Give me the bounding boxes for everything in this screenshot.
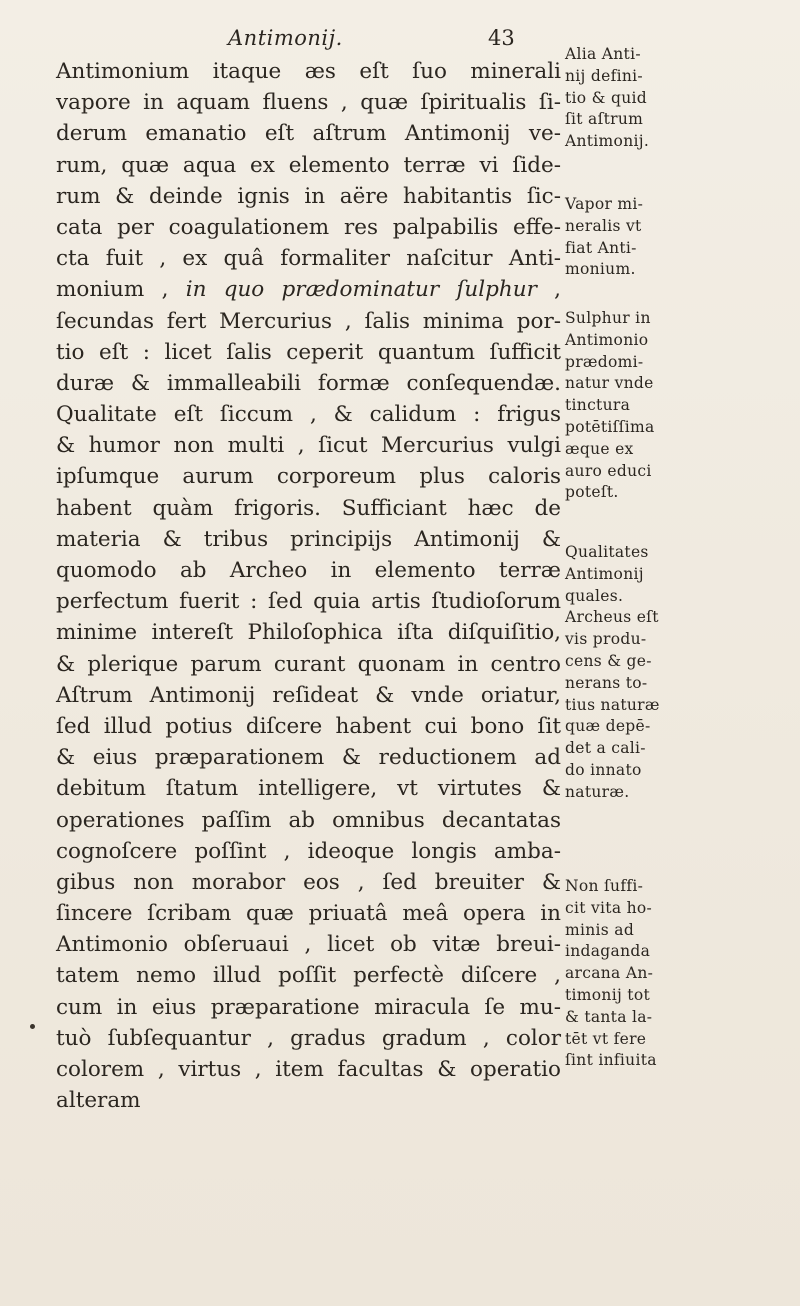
margin-note-line: monium. [565, 260, 636, 279]
margin-note-sulphur [565, 308, 793, 504]
margin-note-qualities [565, 542, 793, 804]
text-line: tio eſt : licet ſalis ceperit quantum ſufficit [56, 339, 561, 365]
text-line: Antimonium itaque æs eſt ſuo minerali [56, 59, 561, 84]
margin-note-line: Sulphur in [565, 309, 651, 327]
margin-note-line: poteſt. [565, 483, 619, 502]
margin-note-line: do innato [565, 760, 642, 779]
text-line: tatem nemo illud poſſit perfectè diſcere , [56, 963, 561, 989]
main-text-column [56, 56, 561, 1116]
margin-note-line: Archeus eſt [565, 608, 659, 627]
margin-note-line: potētiſſima [565, 417, 655, 436]
text-line: minime intereſt Philoſophica iſta diſquiſitio, [56, 620, 561, 646]
text-line: Qualitate eſt ſiccum , & calidum : frigus [56, 402, 561, 428]
margin-note-line: tēt vt fere [565, 1029, 647, 1048]
text-line: habent quàm frigoris. Sufficiant hæc de [56, 495, 561, 521]
text-line: & eius præparationem & reductionem ad [56, 745, 561, 771]
margin-note-vapor [565, 194, 793, 281]
text-line: debitum ſtatum intelligere, vt virtutes & [56, 776, 561, 802]
text-line: Antimonio obſeruaui , licet ob vitæ breui- [56, 932, 561, 958]
text-line: quomodo ab Archeo in elemento terræ [56, 558, 561, 583]
margin-note-line: æque ex [565, 439, 634, 458]
margin-note-line: ſint infiuita [565, 1051, 657, 1070]
text-line: ſincere ſcribam quæ priuatâ meâ opera in [56, 901, 561, 927]
text-line: derum emanatio eſt aſtrum Antimonij ve- [56, 121, 561, 147]
text-line: duræ & immalleabili formæ conſequendæ. [56, 370, 561, 396]
margin-note-line: ſit aſtrum [565, 110, 644, 129]
text-line: cognoſcere poſſint , ideoque longis amba- [56, 838, 561, 864]
margin-note-line: neralis vt [565, 216, 642, 235]
margin-note-line: Qualitates [565, 543, 649, 561]
margin-note-line: Antimonio [565, 330, 649, 349]
running-title: Antimonij. [228, 26, 343, 50]
text-line: perfectum fuerit : ſed quia artis ſtudioſorum [56, 589, 561, 615]
margin-note-line: natur vnde [565, 374, 654, 393]
text-line: monium , in quo prædominatur ſulphur , [56, 277, 561, 303]
margin-note-line: nerans to- [565, 673, 648, 692]
text-line: vapore in aquam fluens , quæ ſpiritualis ſi- [56, 90, 561, 116]
text-line: tuò ſubſequantur , gradus gradum , color [56, 1025, 561, 1051]
margin-note-line: Antimonij [565, 564, 644, 583]
margin-note-life [565, 876, 793, 1072]
text-line: operationes paſſim ab omnibus decantatas [56, 807, 561, 833]
margin-note-line: tius naturæ [565, 695, 660, 714]
text-line: gibus non morabor eos , ſed breuiter & [56, 869, 561, 895]
text-line: cum in eius præparatione miracula ſe mu- [56, 994, 561, 1020]
page-number: 43 [488, 26, 515, 50]
text-line: alteram [56, 1088, 141, 1114]
text-line: materia & tribus principijs Antimonij & [56, 526, 561, 552]
margin-note-line: auro educi [565, 461, 652, 480]
margin-note-definition [565, 44, 793, 153]
text-line: ſecundas fert Mercurius , ſalis minima por- [56, 308, 561, 334]
margin-note-line: cens & ge- [565, 651, 652, 670]
text-line: & humor non multi , ſicut Mercurius vulgi [56, 433, 561, 459]
text-line: & plerique parum curant quonam in centro [56, 651, 561, 677]
margin-note-line: nij defini- [565, 66, 643, 85]
margin-note-line: tio & quid [565, 88, 647, 107]
margin-note-line: cit vita ho- [565, 898, 653, 917]
text-line: rum, quæ aqua ex elemento terræ vi ſide- [56, 152, 561, 178]
margin-note-line: fiat Anti- [565, 238, 637, 257]
margin-note-line: & tanta la- [565, 1007, 653, 1026]
margin-note-line: quæ depē- [565, 717, 651, 736]
text-line: ſed illud potius diſcere habent cui bono ſit [56, 713, 561, 739]
margin-note-line: timonij tot [565, 985, 650, 1004]
text-line: rum & deinde ignis in aëre habitantis ſic- [56, 183, 561, 209]
margin-note-line: Alia Anti- [565, 45, 641, 63]
margin-note-line: minis ad [565, 920, 635, 939]
ink-speck [30, 1024, 35, 1029]
margin-note-line: naturæ. [565, 782, 630, 801]
margin-note-line: vis produ- [565, 630, 647, 649]
text-line: cta fuit , ex quâ formaliter naſcitur Anti- [56, 246, 561, 272]
margin-note-line: det a cali- [565, 739, 646, 758]
text-line: colorem , virtus , item facultas & operatio [56, 1057, 561, 1082]
margin-note-line: tinctura [565, 396, 631, 415]
margin-note-line: Vapor mi- [565, 195, 644, 213]
margin-note-line: indaganda [565, 942, 651, 961]
margin-note-line: arcana An- [565, 964, 654, 983]
text-line: Aſtrum Antimonij reſideat & vnde oriatur, [56, 682, 561, 708]
text-line: cata per coagulationem res palpabilis effe- [56, 214, 561, 240]
margin-note-line: quales. [565, 586, 624, 605]
margin-note-line: Non ſuffi- [565, 877, 644, 895]
margin-note-line: Antimonij. [565, 132, 650, 151]
margin-note-line: prædomi- [565, 352, 644, 371]
text-line: ipſumque aurum corporeum plus caloris [56, 464, 561, 490]
